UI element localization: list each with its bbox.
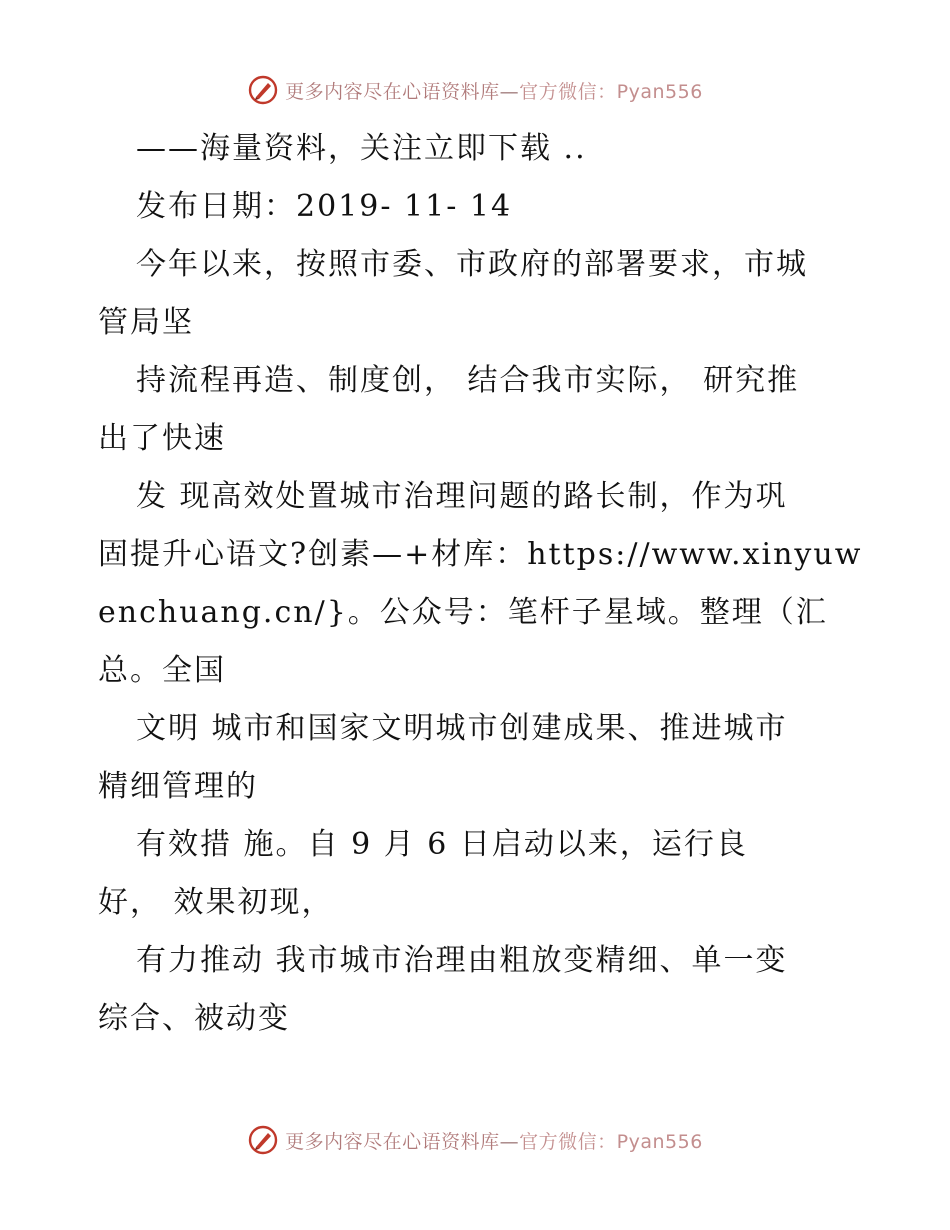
banner-site: 更多内容尽在心语资料库 <box>285 1130 500 1153</box>
text-line: 持流程再造、制度创， 结合我市实际， 研究推 <box>136 363 800 398</box>
text-line: 发 现高效处置城市治理问题的路长制，作为巩 <box>136 479 788 514</box>
document-body <box>98 120 863 1048</box>
text-line: 管局坚 <box>98 305 194 340</box>
text-line: 出了快速 <box>98 421 226 456</box>
text-line: 今年以来，按照市委、市政府的部署要求，市城 <box>136 247 808 282</box>
banner-wechat: 官方微信：Pyan556 <box>519 80 703 103</box>
pen-logo-icon <box>247 74 279 106</box>
banner-separator: — <box>499 80 520 103</box>
banner-text <box>285 1127 703 1154</box>
text-line: enchuang.cn/}。公众号：笔杆子星域。整理（汇 <box>98 595 828 630</box>
text-line: 精细管理的 <box>98 769 258 804</box>
text-line: 综合、被动变 <box>98 1001 290 1036</box>
banner-text <box>285 77 703 104</box>
text-line: 文明 城市和国家文明城市创建成果、推进城市 <box>136 711 788 746</box>
footer-banner <box>0 1120 950 1160</box>
banner-separator: — <box>499 1130 520 1153</box>
text-line: 有效措 施。自 9 月 6 日启动以来，运行良 <box>136 827 748 862</box>
header-banner <box>0 70 950 110</box>
text-line: ——海量资料，关注立即下载 .. <box>136 131 587 166</box>
text-line: 有力推动 我市城市治理由粗放变精细、单一变 <box>136 943 788 978</box>
banner-site: 更多内容尽在心语资料库 <box>285 80 500 103</box>
banner-wechat: 官方微信：Pyan556 <box>519 1130 703 1153</box>
text-line: 好， 效果初现， <box>98 885 334 920</box>
text-line: 总。全国 <box>98 653 226 688</box>
pen-logo-icon <box>247 1124 279 1156</box>
text-line: 固提升心语文?创素—+材库：https://www.xinyuw <box>98 537 863 572</box>
publish-date-line: 发布日期：2019- 11- 14 <box>136 189 513 224</box>
